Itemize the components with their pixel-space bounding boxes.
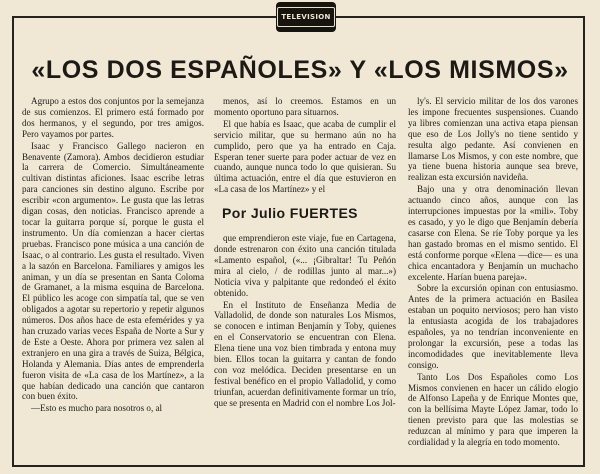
- paragraph: Sobre la excursión opinan con entusiasmo. Antes de la primera actuación en Basilea estaban un poquito nerviosos; pero han visto la entusiasta acogida de los trabajadores españoles, ya no tendrían inconveniente en prolongar la excursión, pese a todas las incomodidades que inevitablemente lleva consigo.: [408, 283, 578, 370]
- paragraph: En el Instituto de Enseñanza Media de Valladolid, de donde son naturales Los Mismos, se conocen e intiman Benjamín y Toby, quienes en el Conservatorio se encuentran con Elena. Elena tiene una voz bien timbrada y entona muy bien. Ellos tocan la guitarra y cantan de fondo con voz melódica. Deciden presentarse en un festival benéfico en el propio Valladolid, y como triunfan, acuerdan definitivamente formar un trío, que se presenta en Madrid con el nombre Los Jol-: [214, 299, 396, 408]
- section-badge-label: TELEVISION: [277, 7, 334, 27]
- paragraph: menos, así lo creemos. Estamos en un momento oportuno para situarnos.: [214, 96, 396, 117]
- article-column-1: [22, 96, 204, 415]
- paragraph: que emprendieron este viaje, fue en Cartagena, donde estrenaron con éxito una canción titulada «Lamento español, («... ¡Gibraltar! Tu Peñón mira al cielo, / de rodillas junto al mar...») Noticia viva y palpitante que redondeó el éxito obtenido.: [214, 233, 396, 298]
- paragraph: Isaac y Francisco Gallego nacieron en Benavente (Zamora). Ambos decidieron estudiar la carrera de Comercio. Simultáneamente cultivan distintas aficiones. Isaac escribe letras para canciones sin destino alguno. Escribe por escribir «con argumento». Le gusta que las letras digan cosas, den noticias. Francisco aprende a tocar la guitarra porque sí, porque le gusta el instrumento. Un día comienzan a hacer ciertas pruebas. Francisco pone música a una canción de Isaac, o al contrario. Les gusta el resultado. Viven a la sazón en Barcelona. Familiares y amigos les animan, y un día se presentan en Santa Coloma de Gramanet, a la misma esquina de Barcelona. El público les acoge con simpatía tal, que se ven obligados a agotar su repertorio y repetir algunos números. Dos años hace de esta efemérides y ya han cruzado varias veces España de Norte a Sur y de Este a Oeste. Ahora por primera vez salen al extranjero en una gira a través de Suiza, Bélgica, Holanda y Alemania. Días antes de emprenderla fueron visita de «La casa de los Martínez», a la que habían dedicado una canción que cantaron con buen éxito.: [22, 140, 204, 402]
- section-badge: [276, 2, 336, 32]
- article-column-2: [214, 96, 396, 410]
- author-byline: Por Julio FUERTES: [222, 205, 358, 222]
- article-headline: «LOS DOS ESPAÑOLES» Y «LOS MISMOS»: [31, 56, 569, 84]
- article-column-3: [408, 96, 578, 449]
- paragraph: El que había es Isaac, que acaba de cumplir el servicio militar, que su hermano aún no ha cumplido, pero que ya ha entrado en Caja. Esperan tener suerte para poder actuar de vez en cuando, aunque nunca todo lo que quisieran. Su última actuación, entre el día que estuvieron en «La casa de los Martínez» y el: [214, 118, 396, 195]
- paragraph: ly's. El servicio militar de los dos varones les impone frecuentes suspensiones. Cuando ya libres comienzan una activa etapa piensan que eso de Los Jolly's no tiene sentido y resulta algo pedante. Así convienen en llamarse Los Mismos, y con este nombre, que ya tiene buena historia aunque sea breve, realizan esta excursión navideña.: [408, 96, 578, 183]
- paragraph: Bajo una y otra denominación llevan actuando cinco años, aunque con las interrupciones impuestas por la «mili». Toby es casado, y yo le digo que Benjamín debería casarse con Elena. Se ríe Toby porque ya les han gastado bromas en el mismo sentido. El está conforme porque «Elena —dice— es una chica encantadora y Benjamín un muchacho excelente. Harían buena pareja».: [408, 184, 578, 282]
- paragraph: Tanto Los Dos Españoles como Los Mismos convienen en hacer un cálido elogio de Alfonso Lapeña y de Enrique Montes que, con la bellísima Mayte López Jamar, todo lo tienen previsto para que las molestias se reduzcan al mínimo y para que imperen la cordialidad y la alegría en todo momento.: [408, 371, 578, 448]
- paragraph: —Esto es mucho para nosotros o, al: [31, 403, 163, 414]
- paragraph: Agrupo a estos dos conjuntos por la semejanza de sus comienzos. El primero está formado por dos hermanos, y el segundo, por tres amigos. Pero vayamos por partes.: [22, 96, 204, 139]
